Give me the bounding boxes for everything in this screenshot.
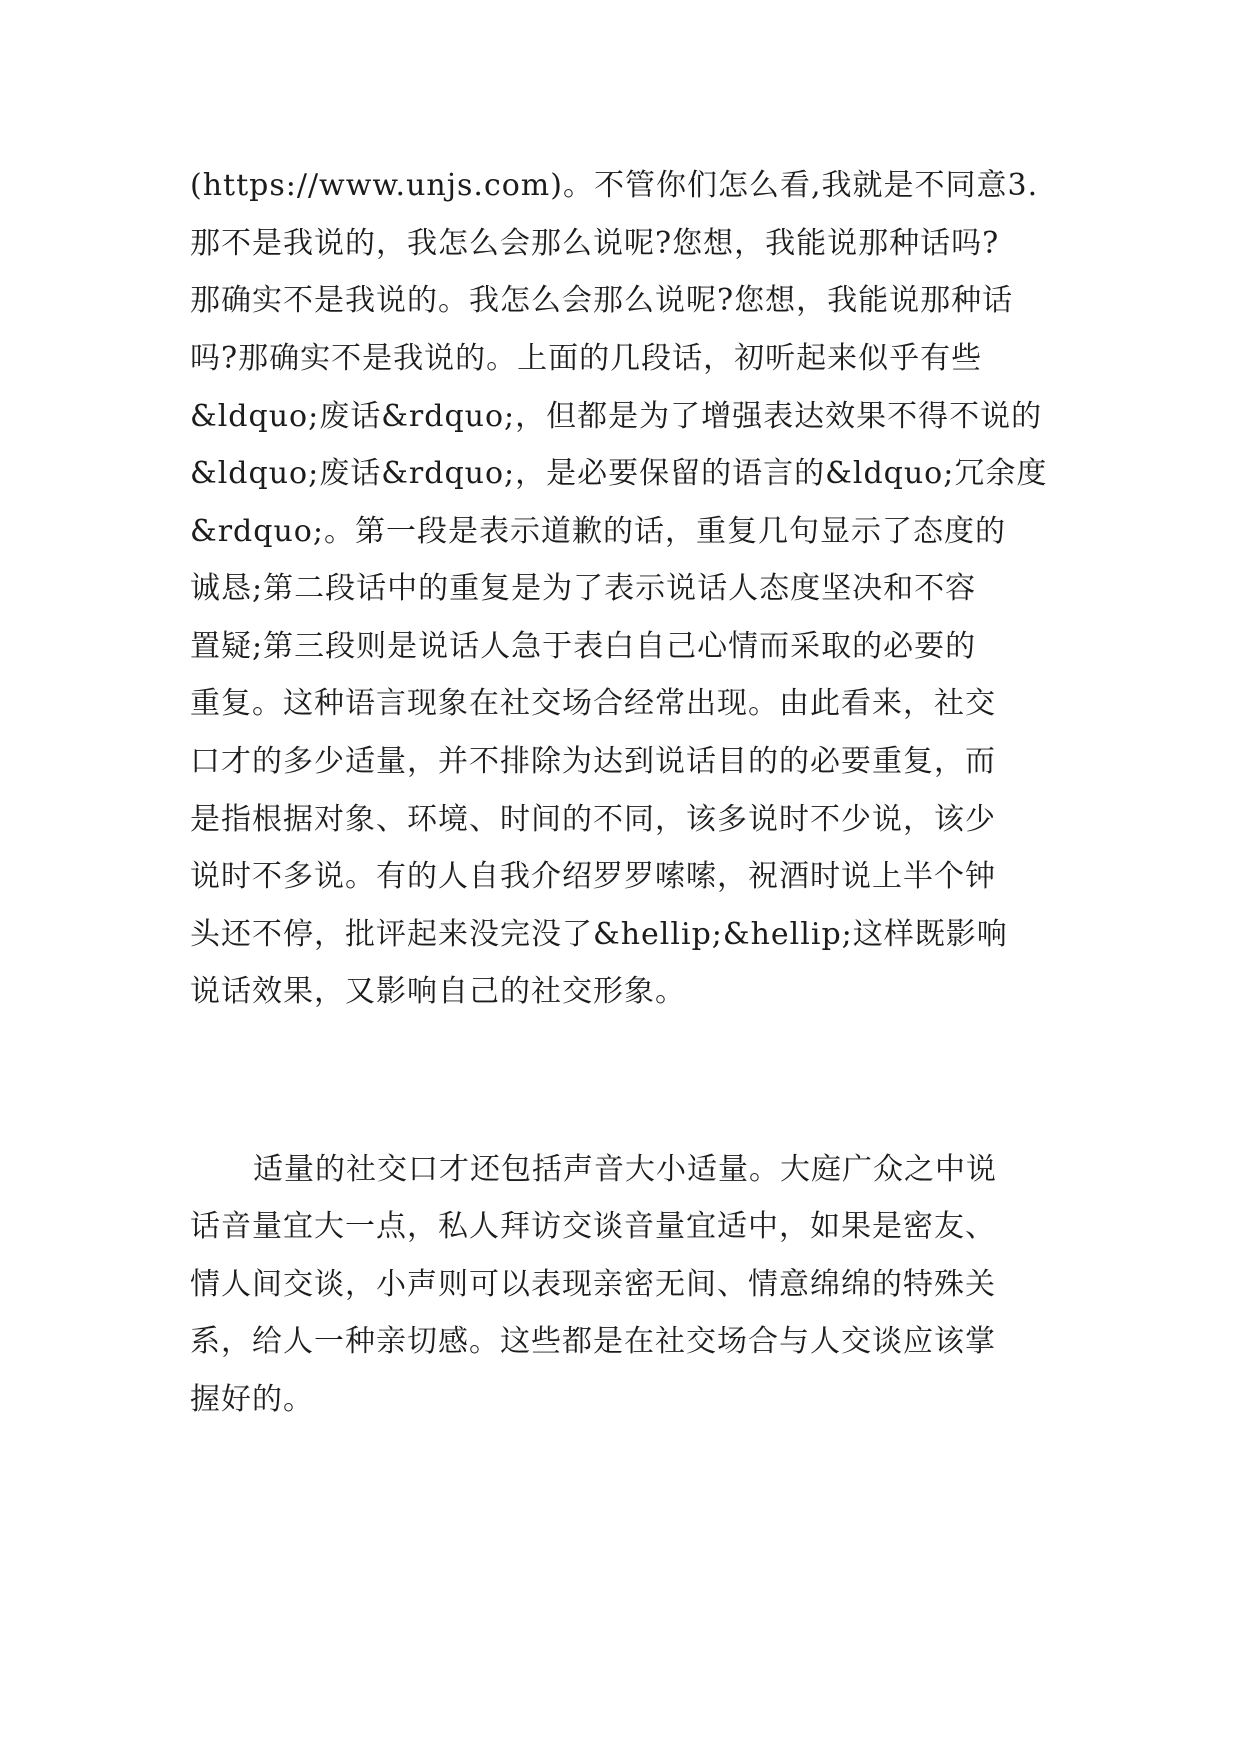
paragraph-1-line-15: 说话效果，又影响自己的社交形象。 (190, 974, 686, 1009)
paragraph-1-line-12: 是指根据对象、环境、时间的不同，该多说时不少说，该少 (190, 802, 996, 837)
paragraph-1-line-14: 头还不停，批评起来没完没了&hellip;&hellip;这样既影响 (190, 917, 1008, 952)
paragraph-1-line-5: &ldquo;废话&rdquo;，但都是为了增强表达效果不得不说的 (190, 399, 1043, 434)
paragraph-1-line-9: 置疑;第三段则是说话人急于表白自己心情而采取的必要的 (190, 629, 977, 664)
paragraph-1-line-1: (https://www.unjs.com)。不管你们怎么看,我就是不同意3. (190, 168, 1039, 203)
paragraph-1-line-13: 说时不多说。有的人自我介绍罗罗嗦嗦，祝酒时说上半个钟 (190, 859, 996, 894)
paragraph-1-line-6: &ldquo;废话&rdquo;，是必要保留的语言的&ldquo;冗余度 (190, 456, 1048, 491)
paragraph-2-line-4: 系，给人一种亲切感。这些都是在社交场合与人交谈应该掌 (190, 1324, 996, 1359)
paragraph-2-line-3: 情人间交谈，小声则可以表现亲密无间、情意绵绵的特殊关 (190, 1267, 996, 1302)
paragraph-1-line-11: 口才的多少适量，并不排除为达到说话目的的必要重复，而 (190, 744, 996, 779)
paragraph-1-line-2: 那不是我说的，我怎么会那么说呢?您想，我能说那种话吗? (190, 226, 1000, 261)
paragraph-2-line-5: 握好的。 (190, 1382, 314, 1417)
paragraph-1-line-4: 吗?那确实不是我说的。上面的几段话，初听起来似乎有些 (190, 341, 983, 376)
paragraph-2-line-2: 话音量宜大一点，私人拜访交谈音量宜适中，如果是密友、 (190, 1209, 996, 1244)
paragraph-1-line-10: 重复。这种语言现象在社交场合经常出现。由此看来，社交 (190, 686, 996, 721)
paragraph-1-line-8: 诚恳;第二段话中的重复是为了表示说话人态度坚决和不容 (190, 571, 977, 606)
paragraph-1-line-3: 那确实不是我说的。我怎么会那么说呢?您想，我能说那种话 (190, 283, 1014, 318)
paragraph-1-line-7: &rdquo;。第一段是表示道歉的话，重复几句显示了态度的 (190, 514, 1006, 549)
paragraph-2-line-1: 适量的社交口才还包括声音大小适量。大庭广众之中说 (253, 1152, 997, 1187)
